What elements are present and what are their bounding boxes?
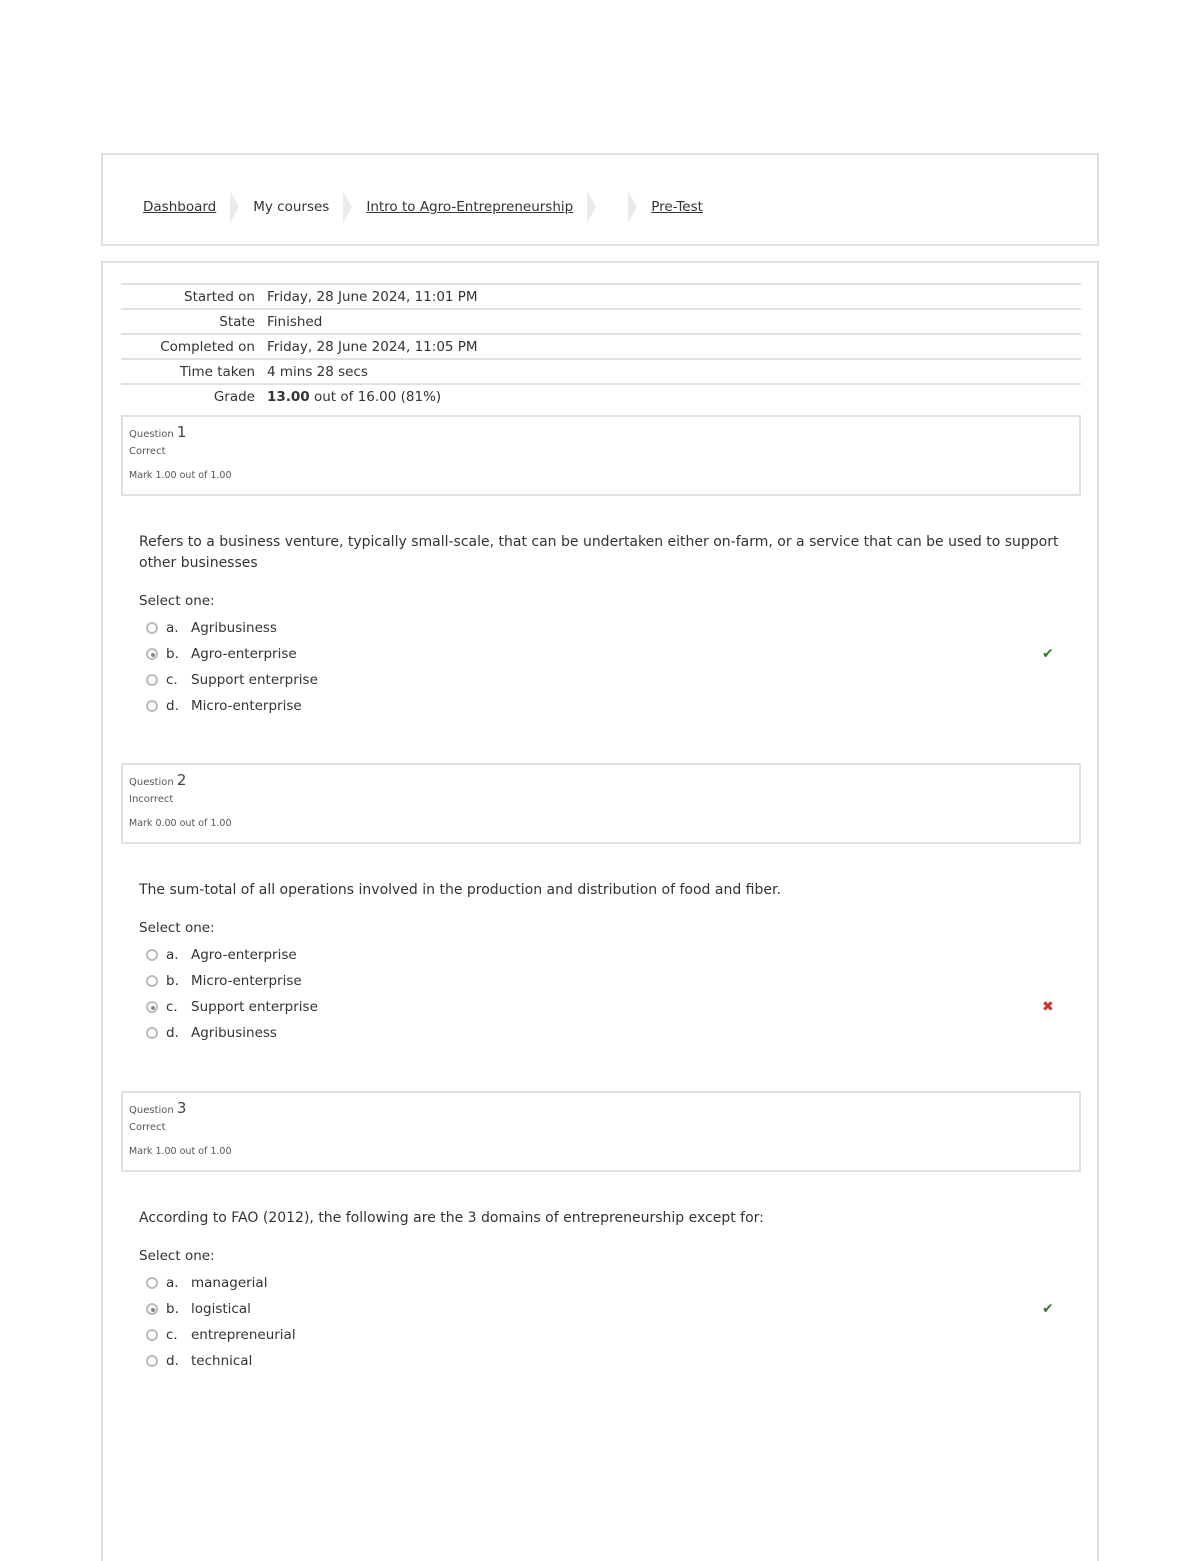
question-content: [139, 880, 1059, 1046]
select-one-prompt: Select one:: [139, 593, 215, 609]
answer-option[interactable]: a. Agro-enterprise: [146, 942, 1059, 968]
state-label: State: [219, 313, 255, 330]
breadcrumb-separator: [628, 191, 637, 223]
question-state: Correct: [129, 1122, 166, 1133]
answer-list: [139, 615, 1059, 719]
radio-button[interactable]: [146, 674, 158, 686]
summary-row-completed: [121, 334, 1081, 359]
answer-option[interactable]: c. Support enterprise: [146, 667, 1059, 693]
breadcrumb-separator: [230, 191, 239, 223]
radio-button[interactable]: [146, 700, 158, 712]
attempt-summary-table: [121, 283, 1081, 408]
question-state: Incorrect: [129, 794, 174, 805]
breadcrumb: [143, 191, 703, 223]
breadcrumb-separator: [343, 191, 352, 223]
radio-button[interactable]: [146, 1027, 158, 1039]
radio-button[interactable]: [146, 1277, 158, 1289]
answer-option[interactable]: d. Micro-enterprise: [146, 693, 1059, 719]
quiz-review-card: [101, 261, 1099, 1561]
completed-value: Friday, 28 June 2024, 11:05 PM: [267, 338, 478, 355]
radio-button[interactable]: [146, 1329, 158, 1341]
answer-list: [139, 1270, 1059, 1374]
answer-option[interactable]: b. Micro-enterprise: [146, 968, 1059, 994]
breadcrumb-pre-test[interactable]: Pre-Test: [651, 199, 703, 215]
question-number: Question 3: [129, 1099, 187, 1117]
radio-button[interactable]: [146, 622, 158, 634]
state-value: Finished: [267, 313, 323, 330]
radio-button-selected[interactable]: [146, 1303, 158, 1315]
question-mark: Mark 1.00 out of 1.00: [129, 1146, 232, 1157]
summary-row-state: [121, 309, 1081, 334]
question-text: According to FAO (2012), the following are the 3 domains of entrepreneurship except for:: [139, 1210, 764, 1226]
radio-button[interactable]: [146, 949, 158, 961]
answer-option[interactable]: d. Agribusiness: [146, 1020, 1059, 1046]
select-one-prompt: Select one:: [139, 920, 215, 936]
completed-label: Completed on: [160, 338, 255, 355]
question-info: [121, 1091, 1081, 1172]
summary-row-time: [121, 359, 1081, 384]
started-value: Friday, 28 June 2024, 11:01 PM: [267, 288, 478, 305]
check-icon: ✔: [1042, 646, 1054, 662]
radio-button-selected[interactable]: [146, 648, 158, 660]
breadcrumb-separator: [587, 191, 596, 223]
question-mark: Mark 0.00 out of 1.00: [129, 818, 232, 829]
breadcrumb-my-courses: My courses: [253, 199, 330, 215]
question-content: [139, 1208, 1059, 1374]
answer-option[interactable]: a. Agribusiness: [146, 615, 1059, 641]
question-info: [121, 763, 1081, 844]
answer-option[interactable]: d. technical: [146, 1348, 1059, 1374]
grade-score: 13.00: [267, 388, 310, 405]
check-icon: ✔: [1042, 1301, 1054, 1317]
breadcrumb-dashboard[interactable]: Dashboard: [143, 199, 217, 215]
question-text: Refers to a business venture, typically small-scale, that can be undertaken either on-farm, or a service that can be used to support other businesses: [139, 534, 1059, 571]
summary-row-grade: [121, 384, 1081, 408]
question-text: The sum-total of all operations involved in the production and distribution of food and fiber.: [139, 882, 781, 898]
question-number: Question 1: [129, 423, 187, 441]
answer-option[interactable]: b. logistical ✔: [146, 1296, 1059, 1322]
started-label: Started on: [184, 288, 255, 305]
answer-option[interactable]: a. managerial: [146, 1270, 1059, 1296]
answer-option[interactable]: c. entrepreneurial: [146, 1322, 1059, 1348]
time-label: Time taken: [179, 363, 255, 380]
radio-button[interactable]: [146, 1355, 158, 1367]
radio-button[interactable]: [146, 975, 158, 987]
question-mark: Mark 1.00 out of 1.00: [129, 470, 232, 481]
question-number: Question 2: [129, 771, 187, 789]
radio-button-selected[interactable]: [146, 1001, 158, 1013]
answer-option[interactable]: c. Support enterprise ✖: [146, 994, 1059, 1020]
question-info: [121, 415, 1081, 496]
select-one-prompt: Select one:: [139, 1248, 215, 1264]
grade-total: out of 16.00 (81%): [309, 388, 442, 405]
cross-icon: ✖: [1042, 999, 1054, 1015]
question-state: Correct: [129, 446, 166, 457]
breadcrumb-course[interactable]: Intro to Agro-Entrepreneurship: [366, 199, 574, 215]
answer-list: [139, 942, 1059, 1046]
time-value: 4 mins 28 secs: [267, 363, 368, 380]
question-content: [139, 532, 1059, 719]
summary-row-started: [121, 284, 1081, 309]
answer-option[interactable]: b. Agro-enterprise ✔: [146, 641, 1059, 667]
grade-value: [267, 384, 1081, 408]
breadcrumb-card: [101, 153, 1099, 246]
grade-label: Grade: [213, 388, 255, 405]
